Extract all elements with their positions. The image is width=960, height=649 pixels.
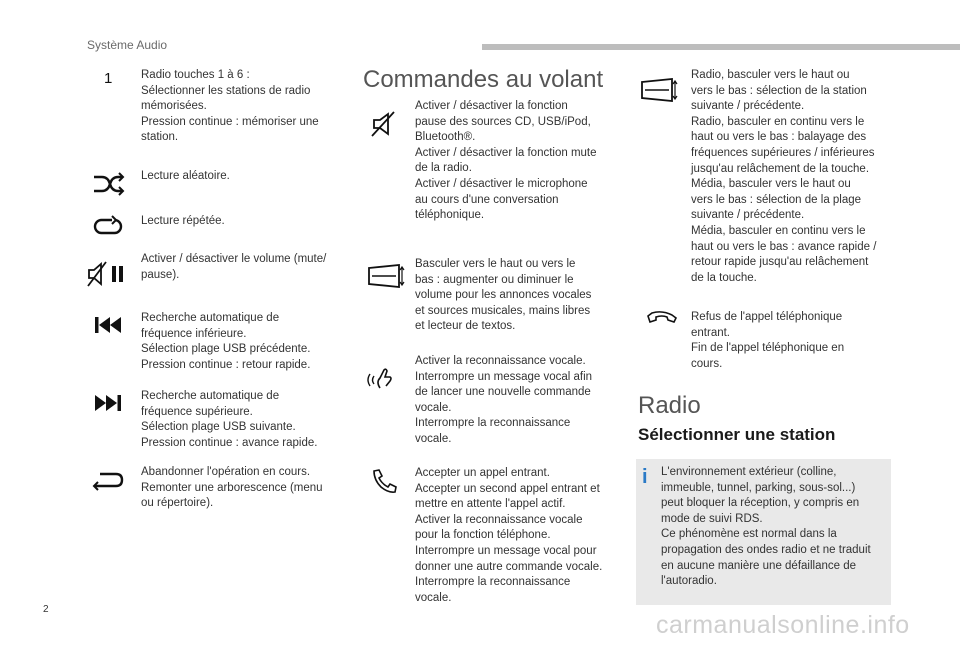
mute-icon — [366, 110, 406, 138]
list-item-text: Accepter un appel entrant. Accepter un second appel entrant et mettre en attente l'appel actif. Activer la reconnaissance vocale pour la fonction téléphone. Interrompre un message vocal pour donner une autre commande vocale. Interrompre la reconnaissance vocale. — [415, 467, 603, 604]
volume-rocker-icon — [366, 262, 406, 290]
repeat-icon — [88, 212, 128, 240]
list-item-text: Lecture répétée. — [141, 215, 225, 227]
list-item-text: Activer / désactiver le volume (mute/ pause). — [141, 253, 327, 281]
scroll-wheel-icon — [639, 76, 679, 104]
list-item-text: Radio, basculer vers le haut ou vers le bas : sélection de la station suivante / précédente. Radio, basculer en continu vers le haut ou vers le bas : balayage des fréquences supérieures / inférieures jusqu'au relâchement de la touche. Média, basculer vers le haut ou vers le bas : sélection de la plage suivante / précédente. Média, basculer en continu vers le haut ou vers le bas : avance rapide / retour rapide jusqu'au relâchement de la touche. — [691, 69, 877, 284]
info-note — [636, 459, 891, 605]
list-item-text: Refus de l'appel téléphonique entrant. Fin de l'appel téléphonique en cours. — [691, 311, 845, 370]
header-divider-bar — [482, 44, 960, 50]
running-header: Système Audio — [87, 38, 168, 52]
section-subtitle-station: Sélectionner une station — [638, 425, 836, 444]
watermark: carmanualsonline.info — [656, 611, 910, 639]
info-note-text: L'environnement extérieur (colline, immeuble, tunnel, parking, sous-sol...) peut bloquer la réception, y compris en mode de suivi RDS. Ce phénomène est normal dans la propagation des ondes radio et ne traduit en aucune manière une défaillance de l'autoradio. — [661, 466, 871, 588]
phone-answer-icon — [366, 466, 406, 494]
list-item-text: Activer / désactiver la fonction pause des sources CD, USB/iPod, Bluetooth®. Activer / désactiver la fonction mute de la radio. Activer / désactiver le microphone au cours d'une conversation téléphonique. — [415, 100, 597, 222]
seek-forward-icon — [88, 389, 128, 417]
list-item-text: Abandonner l'opération en cours. Remonter une arborescence (menu ou répertoire). — [141, 466, 323, 510]
list-item-text: Basculer vers le haut ou vers le bas : augmenter ou diminuer le volume pour les annonces vocales et sources musicales, mains libres et lecteur de textos. — [415, 258, 592, 333]
mute-pause-icon — [86, 260, 126, 288]
voice-command-icon — [366, 366, 406, 394]
page-number: 2 — [43, 604, 49, 615]
shuffle-icon — [88, 170, 128, 198]
digit-one-icon: 1 — [104, 70, 113, 87]
seek-back-icon — [88, 311, 128, 339]
list-item-text: Radio touches 1 à 6 : Sélectionner les stations de radio mémorisées. Pression continue : mémoriser une station. — [141, 69, 319, 144]
list-item-text: Activer la reconnaissance vocale. Interrompre un message vocal afin de lancer une nouvelle commande vocale. Interrompre la reconnaissance vocale. — [415, 355, 593, 445]
section-title-steering: Commandes au volant — [363, 66, 604, 93]
list-item-text: Recherche automatique de fréquence supérieure. Sélection plage USB suivante. Pression continue : avance rapide. — [141, 390, 318, 449]
back-arrow-icon — [88, 466, 128, 494]
phone-hangup-icon — [642, 306, 682, 334]
list-item-text: Recherche automatique de fréquence inférieure. Sélection plage USB précédente. Pression continue : retour rapide. — [141, 312, 311, 371]
section-title-radio: Radio — [638, 392, 701, 419]
info-icon: i — [642, 466, 648, 488]
list-item-text: Lecture aléatoire. — [141, 170, 230, 182]
